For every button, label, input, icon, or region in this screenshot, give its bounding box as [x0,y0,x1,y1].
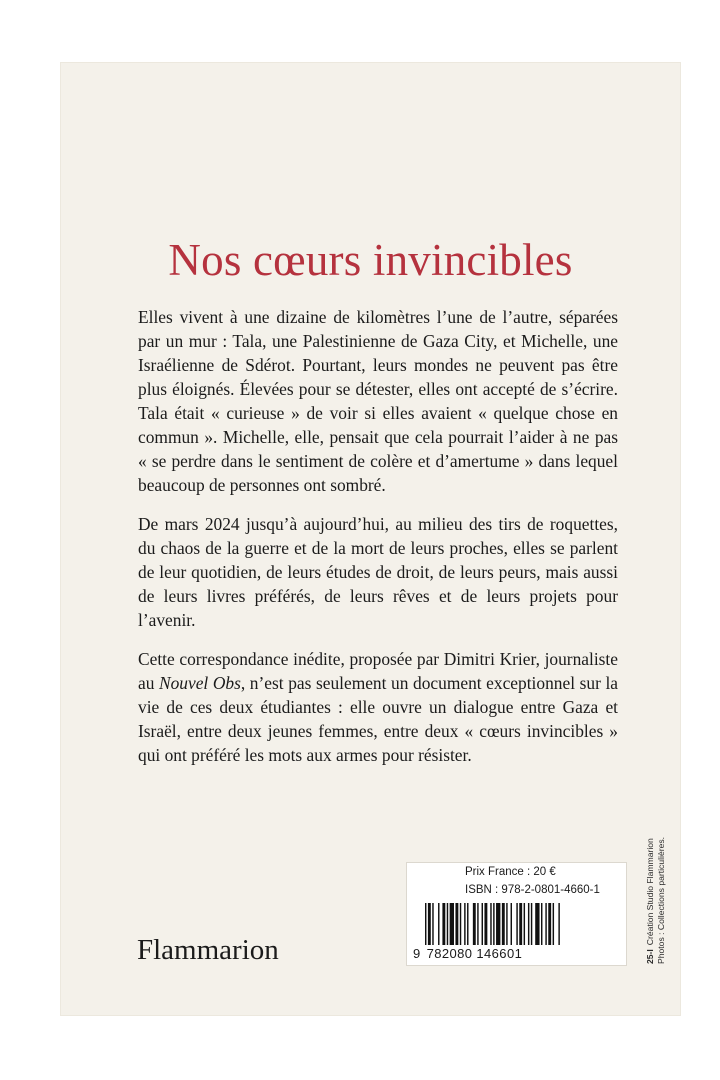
blurb-paragraph-1: Elles vivent à une dizaine de kilomètres l’une de l’autre, séparées par un mur : Tala, une Palestinienne de Gaza City, et Michelle, une Israélienne de Sdérot. Pourtant, leurs mondes ne peuvent pas être plus éloignés. Élevées pour se détester, elles ont accepté de s’écrire. Tala était « curieuse » de voir si elles avaient « quelque chose en commun ». Michelle, elle, pensait que cela pourrait l’aider à ne pas « se perdre dans le sentiment de colère et d’amertume » dans lequel beaucoup de personnes ont sombré. [138,307,618,495]
barcode-bar [473,903,476,945]
barcode-bar [553,903,554,945]
magazine-name: Nouvel Obs [159,673,241,693]
barcode-bar [545,903,546,945]
isbn-label: ISBN : 978-2-0801-4660-1 [465,884,600,896]
blurb [138,305,618,782]
blurb-paragraph-2: De mars 2024 jusqu’à aujourd’hui, au milieu des tirs de roquettes, du chaos de la guerre et de la mort de leurs proches, elles se parlent de leur quotidien, de leurs études de droit, de leurs peurs, mais aussi de leurs livres préférés, de leurs rêves et de leurs projets pour l’avenir. [138,514,618,630]
blurb-paragraph-3-part-1: Cette correspondance inédite, proposée par Dimitri Krier, journaliste au [138,649,618,693]
barcode-bar [535,903,539,945]
barcode-bar [460,903,461,945]
book-back-cover [60,62,681,1016]
barcode-digit-lead: 9 [413,946,421,961]
barcode-bar [450,903,454,945]
barcode-bar [511,903,512,945]
barcode-icon [425,903,615,945]
barcode-bar [438,903,439,945]
barcode-bar [447,903,448,945]
barcode-bar [502,903,505,945]
photo-credit: Photos : Collections particulières. [656,836,666,964]
studio-credit: Création Studio Flammarion [645,838,655,946]
barcode-bar [531,903,532,945]
barcode-bar [490,903,491,945]
publisher-logo: Flammarion [137,934,279,966]
barcode-bar [464,903,465,945]
barcode-digits-group-1: 782080 [426,946,473,961]
design-credit-line [645,804,656,964]
barcode-bar [493,903,494,945]
barcode-bar [516,903,517,945]
edition-code: 25-I [645,949,655,964]
barcode-bar [482,903,483,945]
blurb-paragraph-3-part-2: , n’est pas seulement un document exceptionnel sur la vie de ces deux étudiantes : elle ouvre un dialogue entre Gaza et Israël, entre deux jeunes femmes, entre deux « cœurs invincibles » qui ont préféré les mots aux armes pour résister. [138,673,618,765]
barcode-bar [477,903,478,945]
barcode-bar [455,903,458,945]
barcode-bar [467,903,468,945]
barcode-bar [541,903,542,945]
barcode-bar [506,903,507,945]
barcode-bar [524,903,525,945]
barcode-bar [496,903,500,945]
barcode-label [406,862,627,966]
blurb-paragraph-3 [138,647,618,767]
barcode-bar [548,903,551,945]
barcode-bar [428,903,431,945]
barcode-bar [432,903,433,945]
price-label: Prix France : 20 € [465,866,556,878]
barcode-bar [442,903,445,945]
barcode-bar [425,903,426,945]
barcode-digits-group-2: 146601 [476,946,523,961]
design-credits [645,804,667,964]
barcode-bar [519,903,522,945]
barcode-digits [413,946,623,961]
barcode-bar [484,903,487,945]
book-title: Nos cœurs invincibles [168,235,573,285]
barcode-bar [558,903,559,945]
barcode-bar [528,903,529,945]
